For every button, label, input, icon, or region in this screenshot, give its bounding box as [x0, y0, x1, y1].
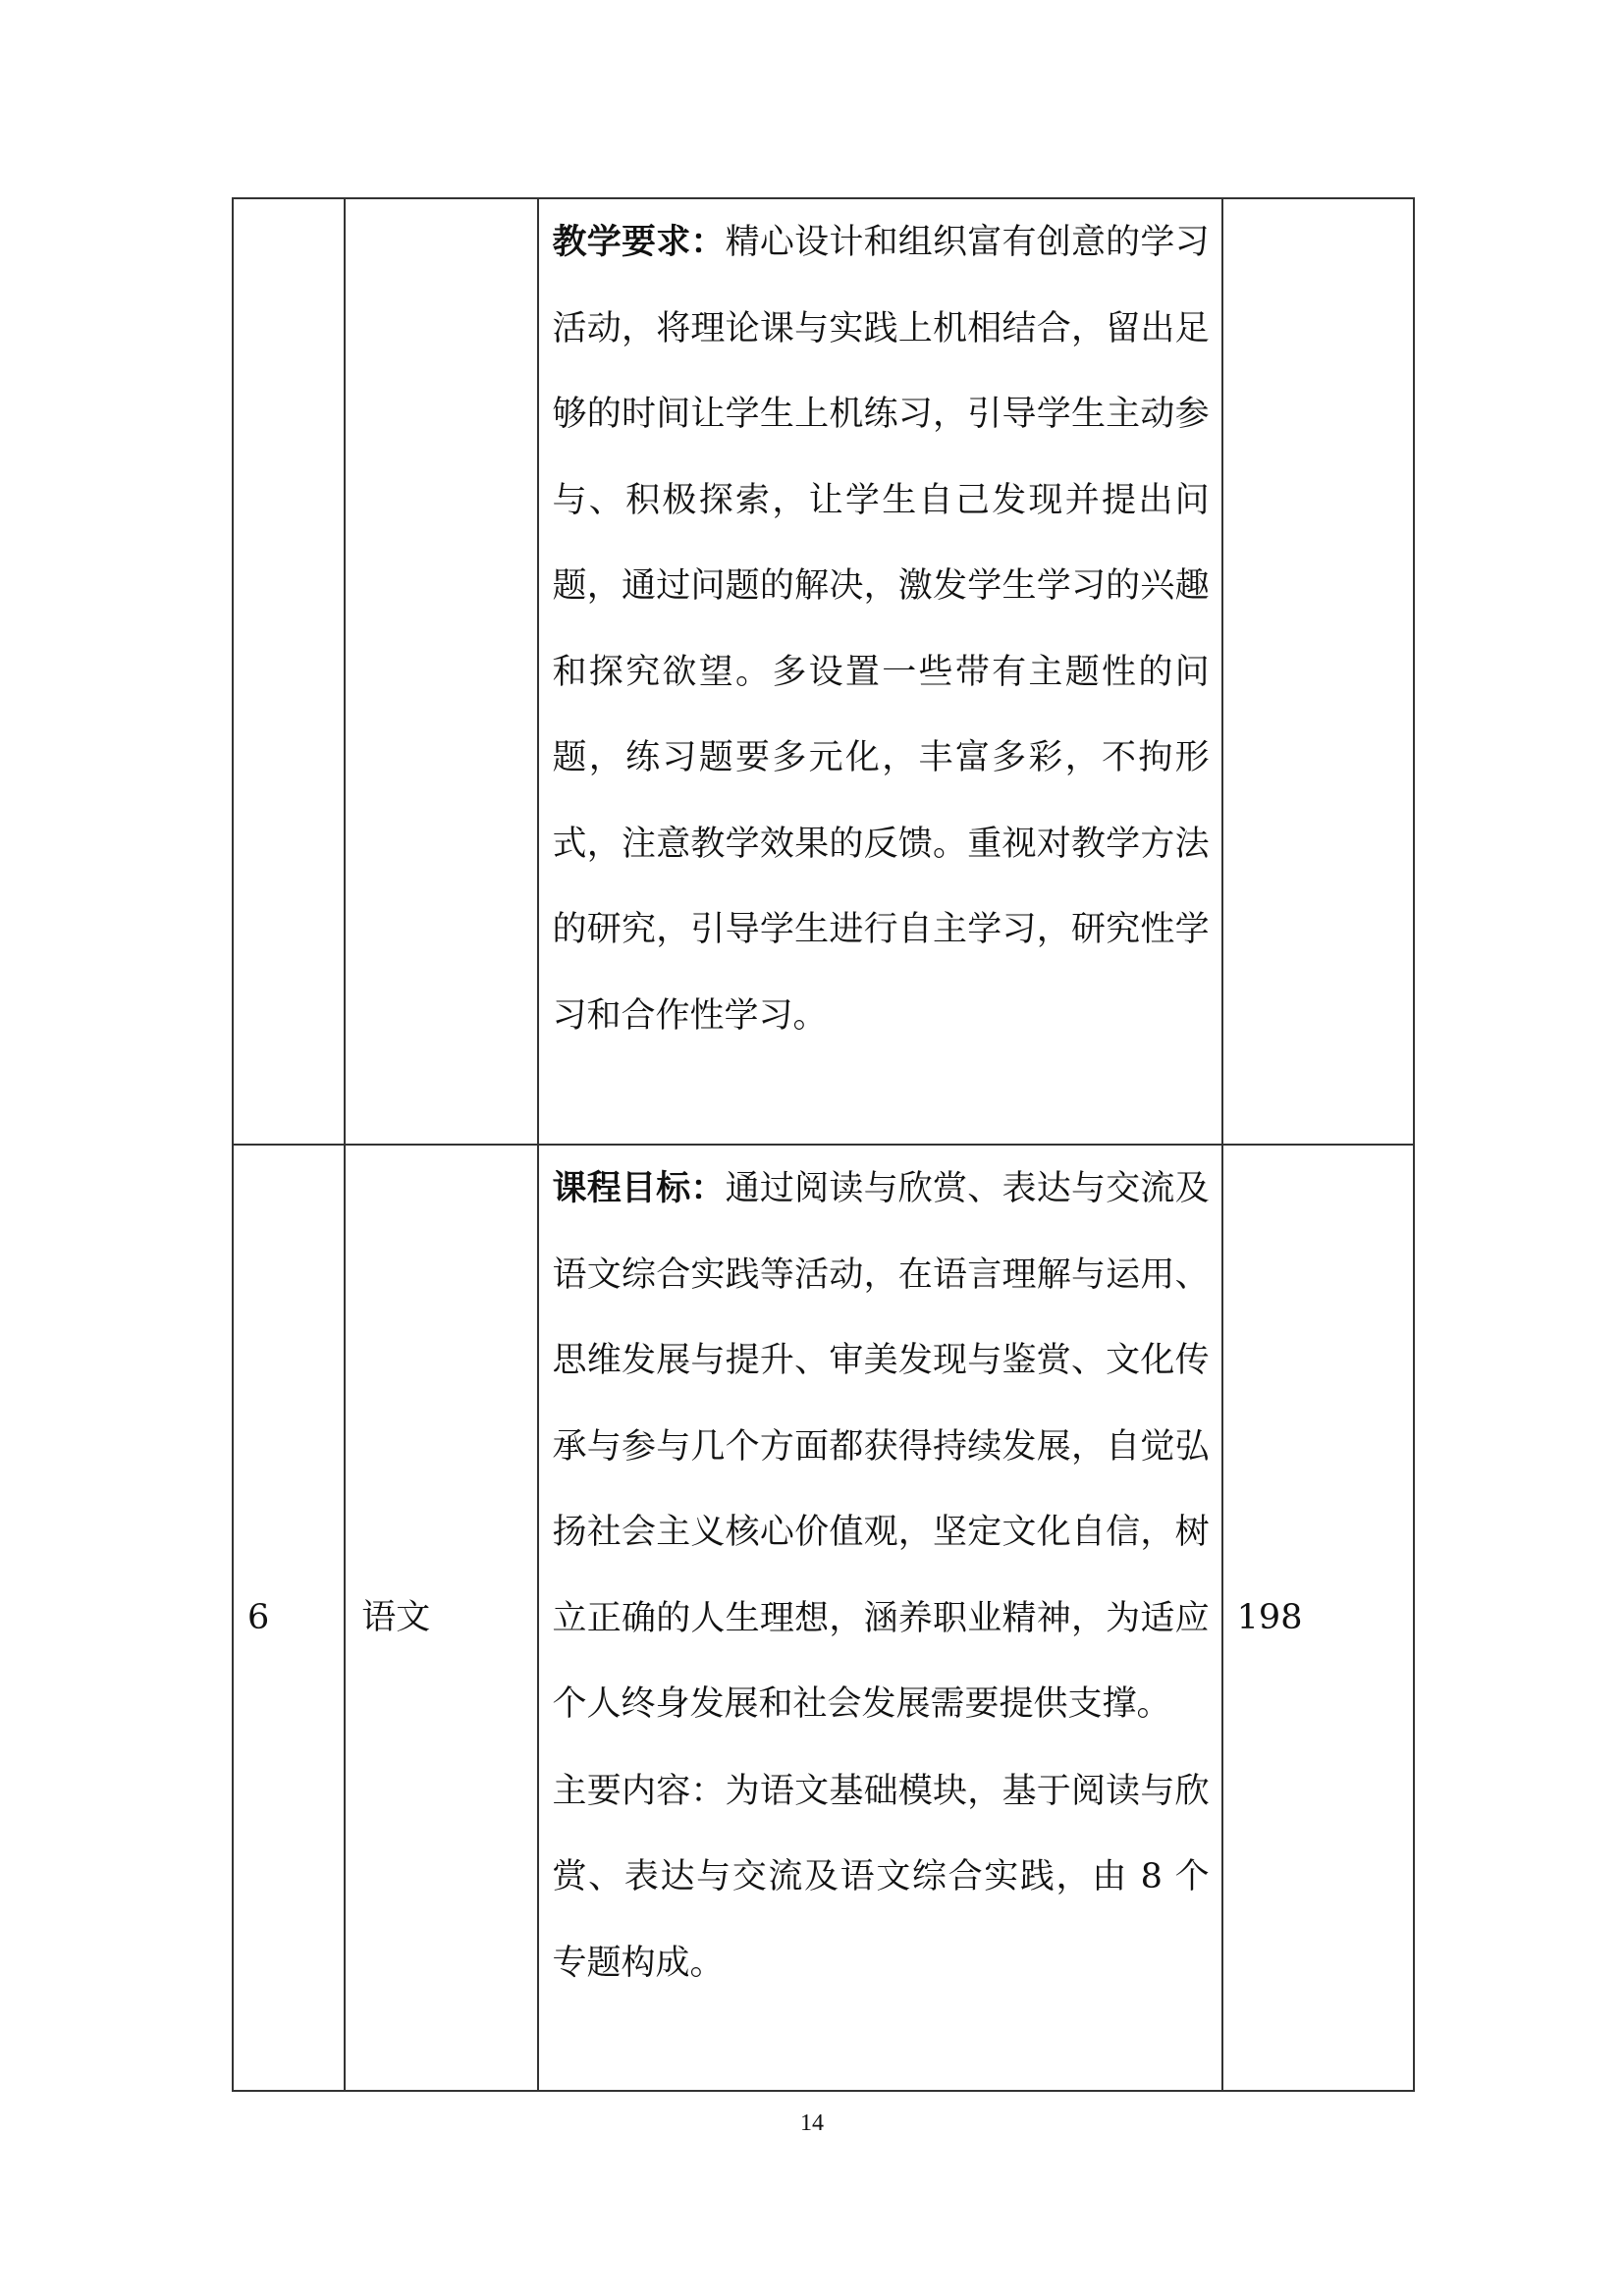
paragraph-label: 课程目标：: [552, 1168, 726, 1208]
paragraph-text: 主要内容：为语文基础模块，基于阅读与欣赏、表达与交流及语文综合实践，由 8 个专题构成。: [552, 1771, 1210, 1983]
description-paragraph: [553, 199, 1210, 1059]
table-row: [233, 198, 1414, 1145]
table-row: [233, 1145, 1414, 2091]
course-number-cell: [233, 198, 345, 1145]
page-number: 14: [800, 2110, 824, 2136]
description-paragraph: [553, 1146, 1210, 1748]
description-paragraph: [553, 1748, 1210, 2007]
course-description-cell: [538, 1145, 1222, 2091]
paragraph-text: 通过阅读与欣赏、表达与交流及语文综合实践等活动，在语言理解与运用、思维发展与提升、审美发现与鉴赏、文化传承与参与几个方面都获得持续发展，自觉弘扬社会主义核心价值观，坚定文化自信，树立正确的人生理想，涵养职业精神，为适应个人终身发展和社会发展需要提供支撑。: [552, 1169, 1210, 1724]
course-hours-cell: 198: [1222, 1145, 1414, 2091]
course-name-cell: [345, 198, 537, 1145]
course-hours-cell: [1222, 198, 1414, 1145]
course-table: [232, 197, 1415, 2092]
course-description-cell: [538, 198, 1222, 1145]
course-name-cell: 语文: [345, 1145, 537, 2091]
course-number-cell: 6: [233, 1145, 345, 2091]
paragraph-text: 精心设计和组织富有创意的学习活动，将理论课与实践上机相结合，留出足够的时间让学生上机练习，引导学生主动参与、积极探索，让学生自己发现并提出问题，通过问题的解决，激发学生学习的兴趣和探究欲望。多设置一些带有主题性的问题，练习题要多元化，丰富多彩，不拘形式，注意教学效果的反馈。重视对教学方法的研究，引导学生进行自主学习，研究性学习和合作性学习。: [552, 223, 1210, 1036]
paragraph-label: 教学要求：: [552, 222, 726, 262]
